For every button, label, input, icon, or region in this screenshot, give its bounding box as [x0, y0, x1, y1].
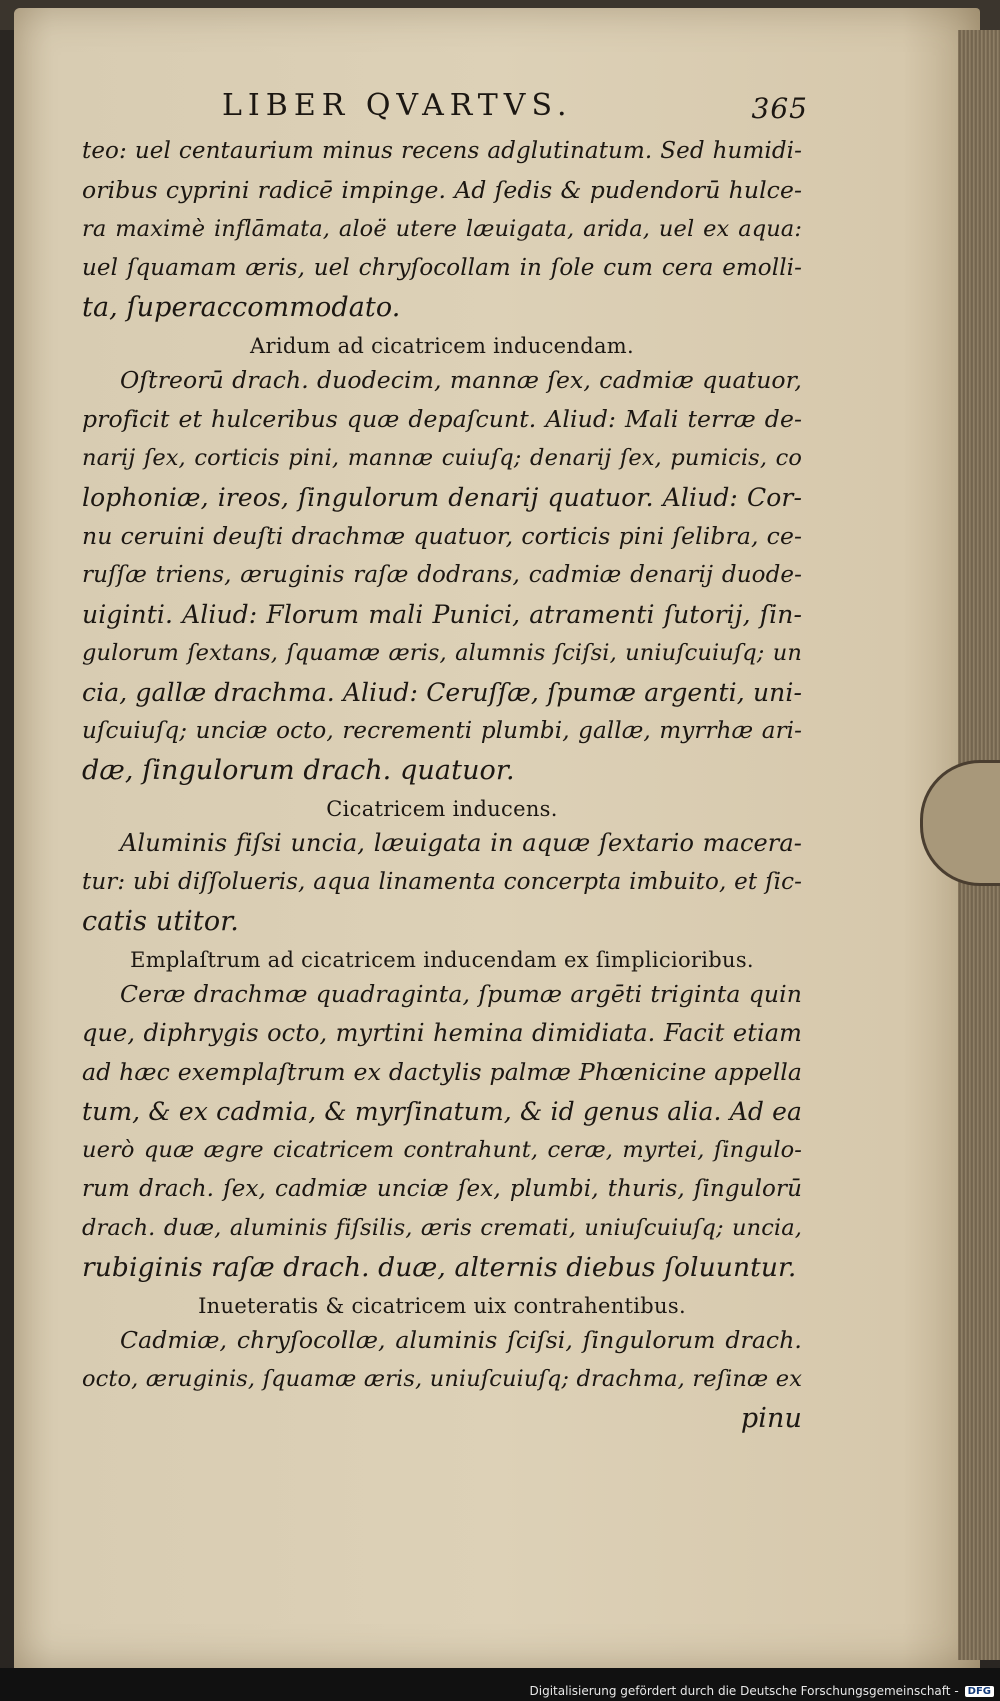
text-line: narij ſex, corticis pini, mannæ cuiuſq; denarij ſex, pumicis, co: [82, 445, 802, 471]
text-line: nu ceruini deuſti drachmæ quatuor, corticis pini ſelibra, ce-: [82, 522, 802, 550]
credit-text: Digitalisierung gefördert durch die Deutsche Forschungsgemeinschaft -: [529, 1684, 959, 1698]
text-line: cia, gallæ drachma. Aliud: Ceruſſæ, ſpumæ argenti, uni-: [82, 678, 802, 707]
dfg-logo-icon: DFG: [965, 1686, 994, 1697]
text-line: Cadmiæ, chryſocollæ, aluminis ſciſsi, ſingulorum drach.: [120, 1326, 802, 1354]
text-line: rubiginis raſæ drach. duæ, alternis diebus ſoluuntur.: [82, 1252, 797, 1283]
text-line: uel ſquamam æris, uel chryſocollam in ſole cum cera emolli-: [82, 255, 802, 281]
page-number: 365: [751, 92, 808, 125]
running-header: [82, 88, 808, 132]
text-line: octo, æruginis, ſquamæ æris, uniuſcuiuſq; drachma, reſinæ ex: [82, 1366, 802, 1392]
text-line: drach. duæ, aluminis fiſsilis, æris cremati, uniuſcuiuſq; uncia,: [82, 1215, 802, 1241]
text-line: uſcuiuſq; unciæ octo, recrementi plumbi, gallæ, myrrhæ ari-: [82, 718, 802, 744]
text-line: lophoniæ, ireos, ſingulorum denarij quatuor. Aliud: Cor-: [82, 483, 802, 512]
text-line: gulorum ſextans, ſquamæ æris, alumnis ſciſsi, uniuſcuiuſq; un: [82, 640, 802, 666]
section-heading: Cicatricem inducens.: [326, 797, 558, 821]
page-text: [82, 88, 808, 1438]
text-line: Ceræ drachmæ quadraginta, ſpumæ argēti triginta quin: [120, 980, 802, 1008]
section-heading: Inueteratis & cicatricem uix contrahentibus.: [198, 1294, 686, 1318]
section-heading: Aridum ad cicatricem inducendam.: [250, 334, 634, 358]
text-line: catis utitor.: [82, 906, 239, 937]
text-line: que, diphrygis octo, myrtini hemina dimidiata. Facit etiam: [82, 1019, 802, 1047]
section-heading: Emplaſtrum ad cicatricem inducendam ex ſimplicioribus.: [130, 948, 754, 972]
text-line: uiginti. Aliud: Florum mali Punici, atramenti ſutorij, ſin-: [82, 600, 802, 629]
text-line: ad hæc exemplaſtrum ex dactylis palmæ Phœnicine appella: [82, 1058, 802, 1086]
text-line: tum, & ex cadmia, & myrſinatum, & id genus alia. Ad ea: [82, 1097, 802, 1126]
text-line: ta, ſuperaccommodato.: [82, 292, 401, 323]
running-title: LIBER QVARTVS.: [222, 88, 573, 123]
section-aridum: [82, 331, 802, 790]
catchword: pinu: [740, 1403, 802, 1434]
text-line: teo: uel centaurium minus recens adglutinatum. Sed humidi-: [82, 138, 802, 164]
text-line: uerò quæ ægre cicatricem contrahunt, ceræ, myrtei, ſingulo-: [82, 1137, 802, 1163]
text-line: tur: ubi diſſolueris, aqua linamenta concerpta imbuito, et ſic-: [82, 869, 802, 895]
text-line: proficit et hulceribus quæ depaſcunt. Aliud: Mali terræ de-: [82, 405, 802, 433]
text-line: ra maximè inflāmata, aloë utere læuigata, arida, uel ex aqua:: [82, 216, 802, 242]
section-continuation: [82, 132, 802, 327]
section-cicatricem: [82, 794, 802, 941]
text-line: dæ, ſingulorum drach. quatuor.: [82, 755, 515, 786]
digitization-credit: [530, 1684, 995, 1698]
text-line: Oſtreorū drach. duodecim, mannæ ſex, cadmiæ quatuor,: [120, 366, 802, 394]
section-inueteratis: [82, 1291, 802, 1438]
text-line: ruſſæ triens, æruginis raſæ dodrans, cadmiæ denarij duode-: [82, 562, 802, 588]
text-line: oribus cyprini radicē impinge. Ad ſedis & pudendorū hulce-: [82, 176, 802, 204]
section-emplastrum: [82, 945, 802, 1287]
text-line: Aluminis fiſsi uncia, læuigata in aquæ ſextario macera-: [120, 829, 802, 857]
text-line: rum drach. ſex, cadmiæ unciæ ſex, plumbi, thuris, ſingulorū: [82, 1176, 802, 1202]
